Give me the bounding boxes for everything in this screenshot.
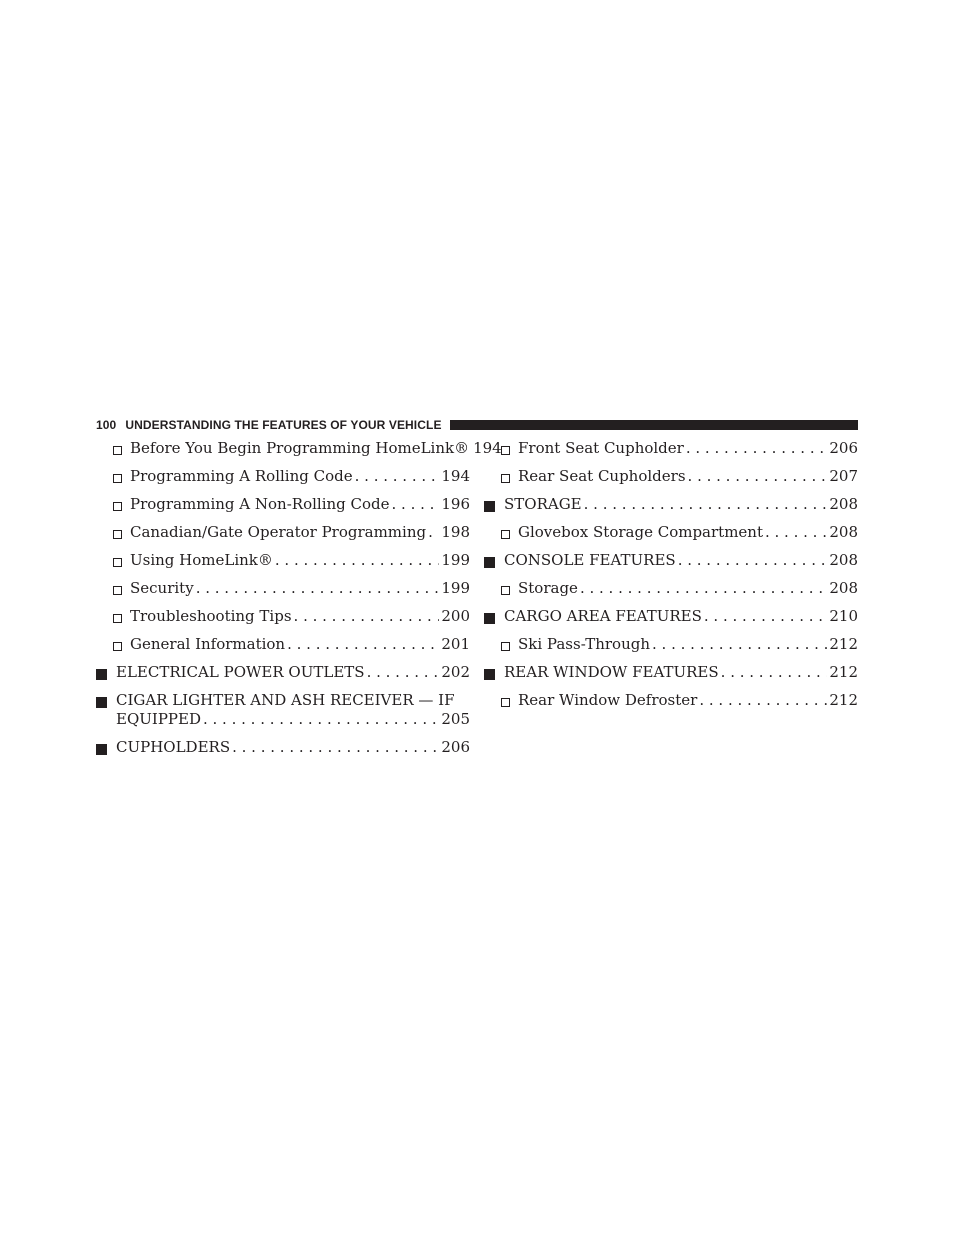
toc-entry-page: 212 [829, 691, 858, 709]
toc-entry-page: 194 [473, 439, 502, 457]
toc-section-title: EQUIPPED [116, 710, 201, 728]
toc-entry[interactable] [96, 548, 470, 576]
hollow-square-bullet-icon [501, 698, 510, 707]
toc-section-title: ELECTRICAL POWER OUTLETS [116, 663, 365, 681]
toc-entry[interactable] [96, 464, 470, 492]
toc-right-column [484, 436, 858, 716]
toc-section-page: 202 [441, 663, 470, 681]
toc-entry-title: Using HomeLink® [130, 551, 273, 569]
hollow-square-bullet-icon [113, 558, 122, 567]
toc-entry[interactable] [96, 520, 470, 548]
toc-entry-title: Security [130, 579, 194, 597]
toc-entry-title: Ski Pass-Through [518, 635, 651, 653]
toc-entry[interactable] [484, 436, 858, 464]
toc-entry-title: Programming A Non-Rolling Code [130, 495, 390, 513]
hollow-square-bullet-icon [501, 642, 510, 651]
toc-left-column [96, 436, 502, 763]
toc-section-title: CONSOLE FEATURES [504, 551, 676, 569]
toc-section-page: 206 [441, 738, 470, 756]
toc-entry-page: 199 [441, 551, 470, 569]
hollow-square-bullet-icon [501, 474, 510, 483]
toc-entry-title: Rear Window Defroster [518, 691, 698, 709]
toc-entry-title: Troubleshooting Tips [130, 607, 292, 625]
hollow-square-bullet-icon [113, 642, 122, 651]
toc-entry-title: Rear Seat Cupholders [518, 467, 686, 485]
toc-entry-title: Programming A Rolling Code [130, 467, 353, 485]
filled-square-bullet-icon [484, 613, 495, 624]
filled-square-bullet-icon [96, 669, 107, 680]
toc-entry-page: 207 [829, 467, 858, 485]
toc-section[interactable] [96, 660, 470, 688]
toc-entry-title: Canadian/Gate Operator Programming [130, 523, 427, 541]
toc-section-page: 205 [441, 710, 470, 728]
toc-section-title: CUPHOLDERS [116, 738, 231, 756]
toc-entry[interactable] [484, 688, 858, 716]
hollow-square-bullet-icon [501, 530, 510, 539]
toc-entry-title: General Information [130, 635, 286, 653]
hollow-square-bullet-icon [501, 446, 510, 455]
toc-entry-page: 212 [829, 635, 858, 653]
toc-entry[interactable] [96, 436, 502, 464]
filled-square-bullet-icon [484, 501, 495, 512]
toc-entry-page: 199 [441, 579, 470, 597]
page-number: 100 [96, 418, 117, 432]
hollow-square-bullet-icon [113, 530, 122, 539]
hollow-square-bullet-icon [501, 586, 510, 595]
toc-entry[interactable] [484, 464, 858, 492]
toc-entry-page: 208 [829, 523, 858, 541]
toc-entry-page: 208 [829, 579, 858, 597]
toc-section[interactable] [484, 660, 858, 688]
hollow-square-bullet-icon [113, 474, 122, 483]
toc-entry-page: 200 [441, 607, 470, 625]
toc-entry-title: Storage [518, 579, 578, 597]
toc-section-title: STORAGE [504, 495, 582, 513]
toc-section-page: 212 [829, 663, 858, 681]
toc-entry[interactable] [96, 576, 470, 604]
hollow-square-bullet-icon [113, 614, 122, 623]
toc-section-title: REAR WINDOW FEATURES [504, 663, 719, 681]
toc-entry-title: Glovebox Storage Compartment [518, 523, 763, 541]
toc-entry-page: 198 [441, 523, 470, 541]
toc-section-page: 210 [829, 607, 858, 625]
toc-entry[interactable] [96, 632, 470, 660]
toc-entry[interactable] [96, 604, 470, 632]
toc-section[interactable] [484, 604, 858, 632]
toc-section-title-line1: CIGAR LIGHTER AND ASH RECEIVER — IF [116, 691, 455, 709]
toc-section[interactable] [484, 548, 858, 576]
toc-entry-title: Before You Begin Programming HomeLink® [130, 439, 470, 457]
toc-section-page: 208 [829, 495, 858, 513]
filled-square-bullet-icon [484, 669, 495, 680]
toc-section[interactable] [96, 688, 470, 735]
toc-section[interactable] [96, 735, 470, 763]
hollow-square-bullet-icon [113, 446, 122, 455]
toc-section[interactable] [484, 492, 858, 520]
filled-square-bullet-icon [484, 557, 495, 568]
toc-entry[interactable] [484, 520, 858, 548]
toc-entry-page: 206 [829, 439, 858, 457]
toc-entry[interactable] [96, 492, 470, 520]
toc-entry[interactable] [484, 576, 858, 604]
filled-square-bullet-icon [96, 744, 107, 755]
hollow-square-bullet-icon [113, 502, 122, 511]
toc-entry[interactable] [484, 632, 858, 660]
hollow-square-bullet-icon [113, 586, 122, 595]
toc-entry-page: 194 [441, 467, 470, 485]
toc-section-title: CARGO AREA FEATURES [504, 607, 702, 625]
toc-entry-page: 201 [441, 635, 470, 653]
toc-entry-page: 196 [441, 495, 470, 513]
filled-square-bullet-icon [96, 697, 107, 708]
chapter-title: UNDERSTANDING THE FEATURES OF YOUR VEHICLE [125, 418, 442, 432]
toc-entry-title: Front Seat Cupholder [518, 439, 684, 457]
running-header [96, 417, 858, 433]
header-rule [450, 420, 858, 430]
toc-section-page: 208 [829, 551, 858, 569]
